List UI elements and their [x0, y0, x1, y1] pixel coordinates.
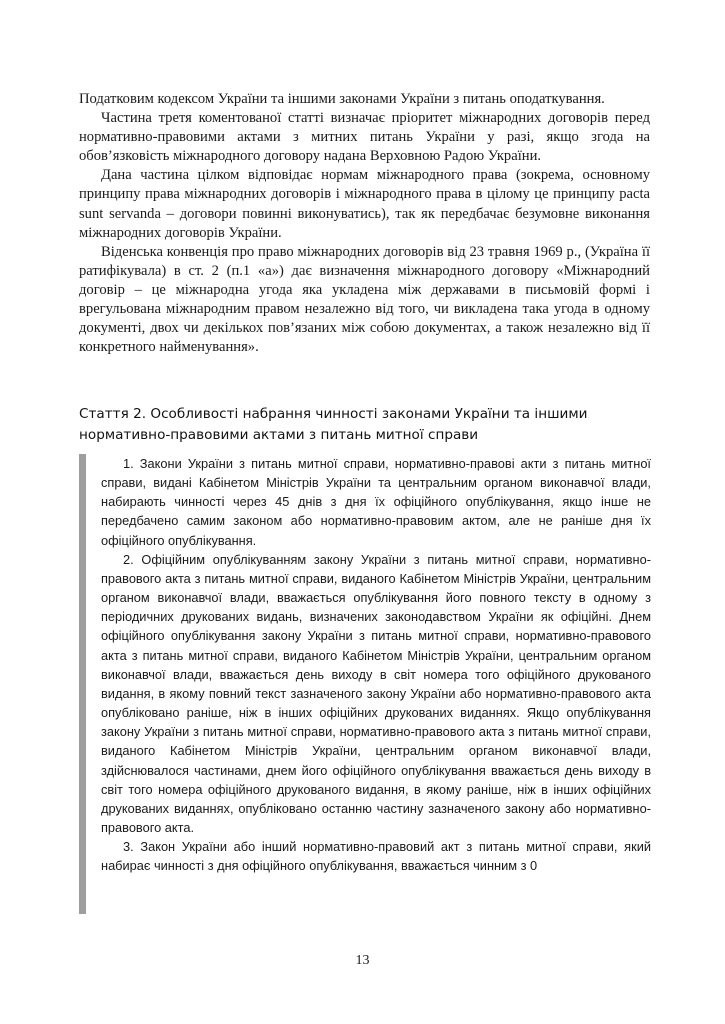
article-heading: Стаття 2. Особливості набрання чинності законами України та іншими нормативно-правовими актами з питань митної справи: [79, 406, 588, 443]
commentary-paragraph-4: Віденська конвенція про право міжнародних договорів від 23 травня 1969 р., (Україна її ратифікувала) в ст. 2 (п.1 «а») дає визначення міжнародного договору «Міжнародний договір – це міжнародна угода яка укладена між державами в письмовій формі і врегульована міжнародним правом незалежно від того, чи викладена така угода в одному документі, двох чи декількох пов’язаних між собою документах, а також незалежно від її конкретного найменування».: [79, 243, 650, 356]
commentary-paragraph-2: Частина третя коментованої статті визначає пріоритет міжнародних договорів перед нормативно-правовими актами з митних питань України у разі, якщо згода на обов’язковість міжнародного договору надана Верховною Радою України.: [79, 110, 650, 165]
commentary-text: [79, 90, 650, 357]
page-number: 13: [355, 953, 370, 968]
article-clause-2: 2. Офіційним опублікуванням закону України з питань митної справи, нормативно-правового акта з питань митної справи, виданого Кабінетом Міністрів України, центральним органом виконавчої влади, вважається опублікування його повного тексту в одному з періодичних друкованих видань, визначених законодавством України як офіційні. Днем офіційного опублікування закону України з питань митної справи, нормативно-правового акта з питань митної справи, виданого Кабінетом Міністрів України, центральним органом виконавчої влади, вважається день виходу в світ номера того офіційного друкованого видання, в якому повний текст зазначеного закону України або нормативно-правового акта опубліковано раніше, ніж в інших офіційних друкованих виданнях. Якщо опублікування закону України з питань митної справи, нормативно-правового акта з питань митної справи, виданого Кабінетом Міністрів України, центральним органом виконавчої влади, здійснювалося частинами, днем його офіційного опублікування вважається день виходу в світ того номера офіційного друкованого видання, в якому раніше, ніж в інших офіційних друкованих виданнях, опубліковано останню частину зазначеного закону або нормативно-правового акта.: [101, 551, 651, 835]
commentary-paragraph-1: Податковим кодексом України та іншими законами України з питань оподаткування.: [79, 91, 605, 107]
commentary-paragraph-3: Дана частина цілком відповідає нормам міжнародного права (зокрема, основному принципу права міжнародних договорів і міжнародного права в цілому це принципу pacta sunt servanda – договори повинні виконуватись), так як передбачає безумовне виконання міжнародних договорів України.: [79, 167, 650, 241]
article-text-block: [79, 454, 651, 914]
article-clause-3: 3. Закон України або інший нормативно-правовий акт з питань митної справи, який набирає чинності з дня офіційного опублікування, вважається чинним з 0: [101, 839, 651, 874]
article-clause-1: 1. Закони України з питань митної справи, нормативно-правові акти з питань митної справи, видані Кабінетом Міністрів України та центральним органом виконавчої влади, набирають чинності через 45 днів з дня їх офіційного опублікування, якщо інше не передбачено самим законом або нормативно-правовим актом, але не раніше дня їх офіційного опублікування.: [101, 456, 651, 548]
